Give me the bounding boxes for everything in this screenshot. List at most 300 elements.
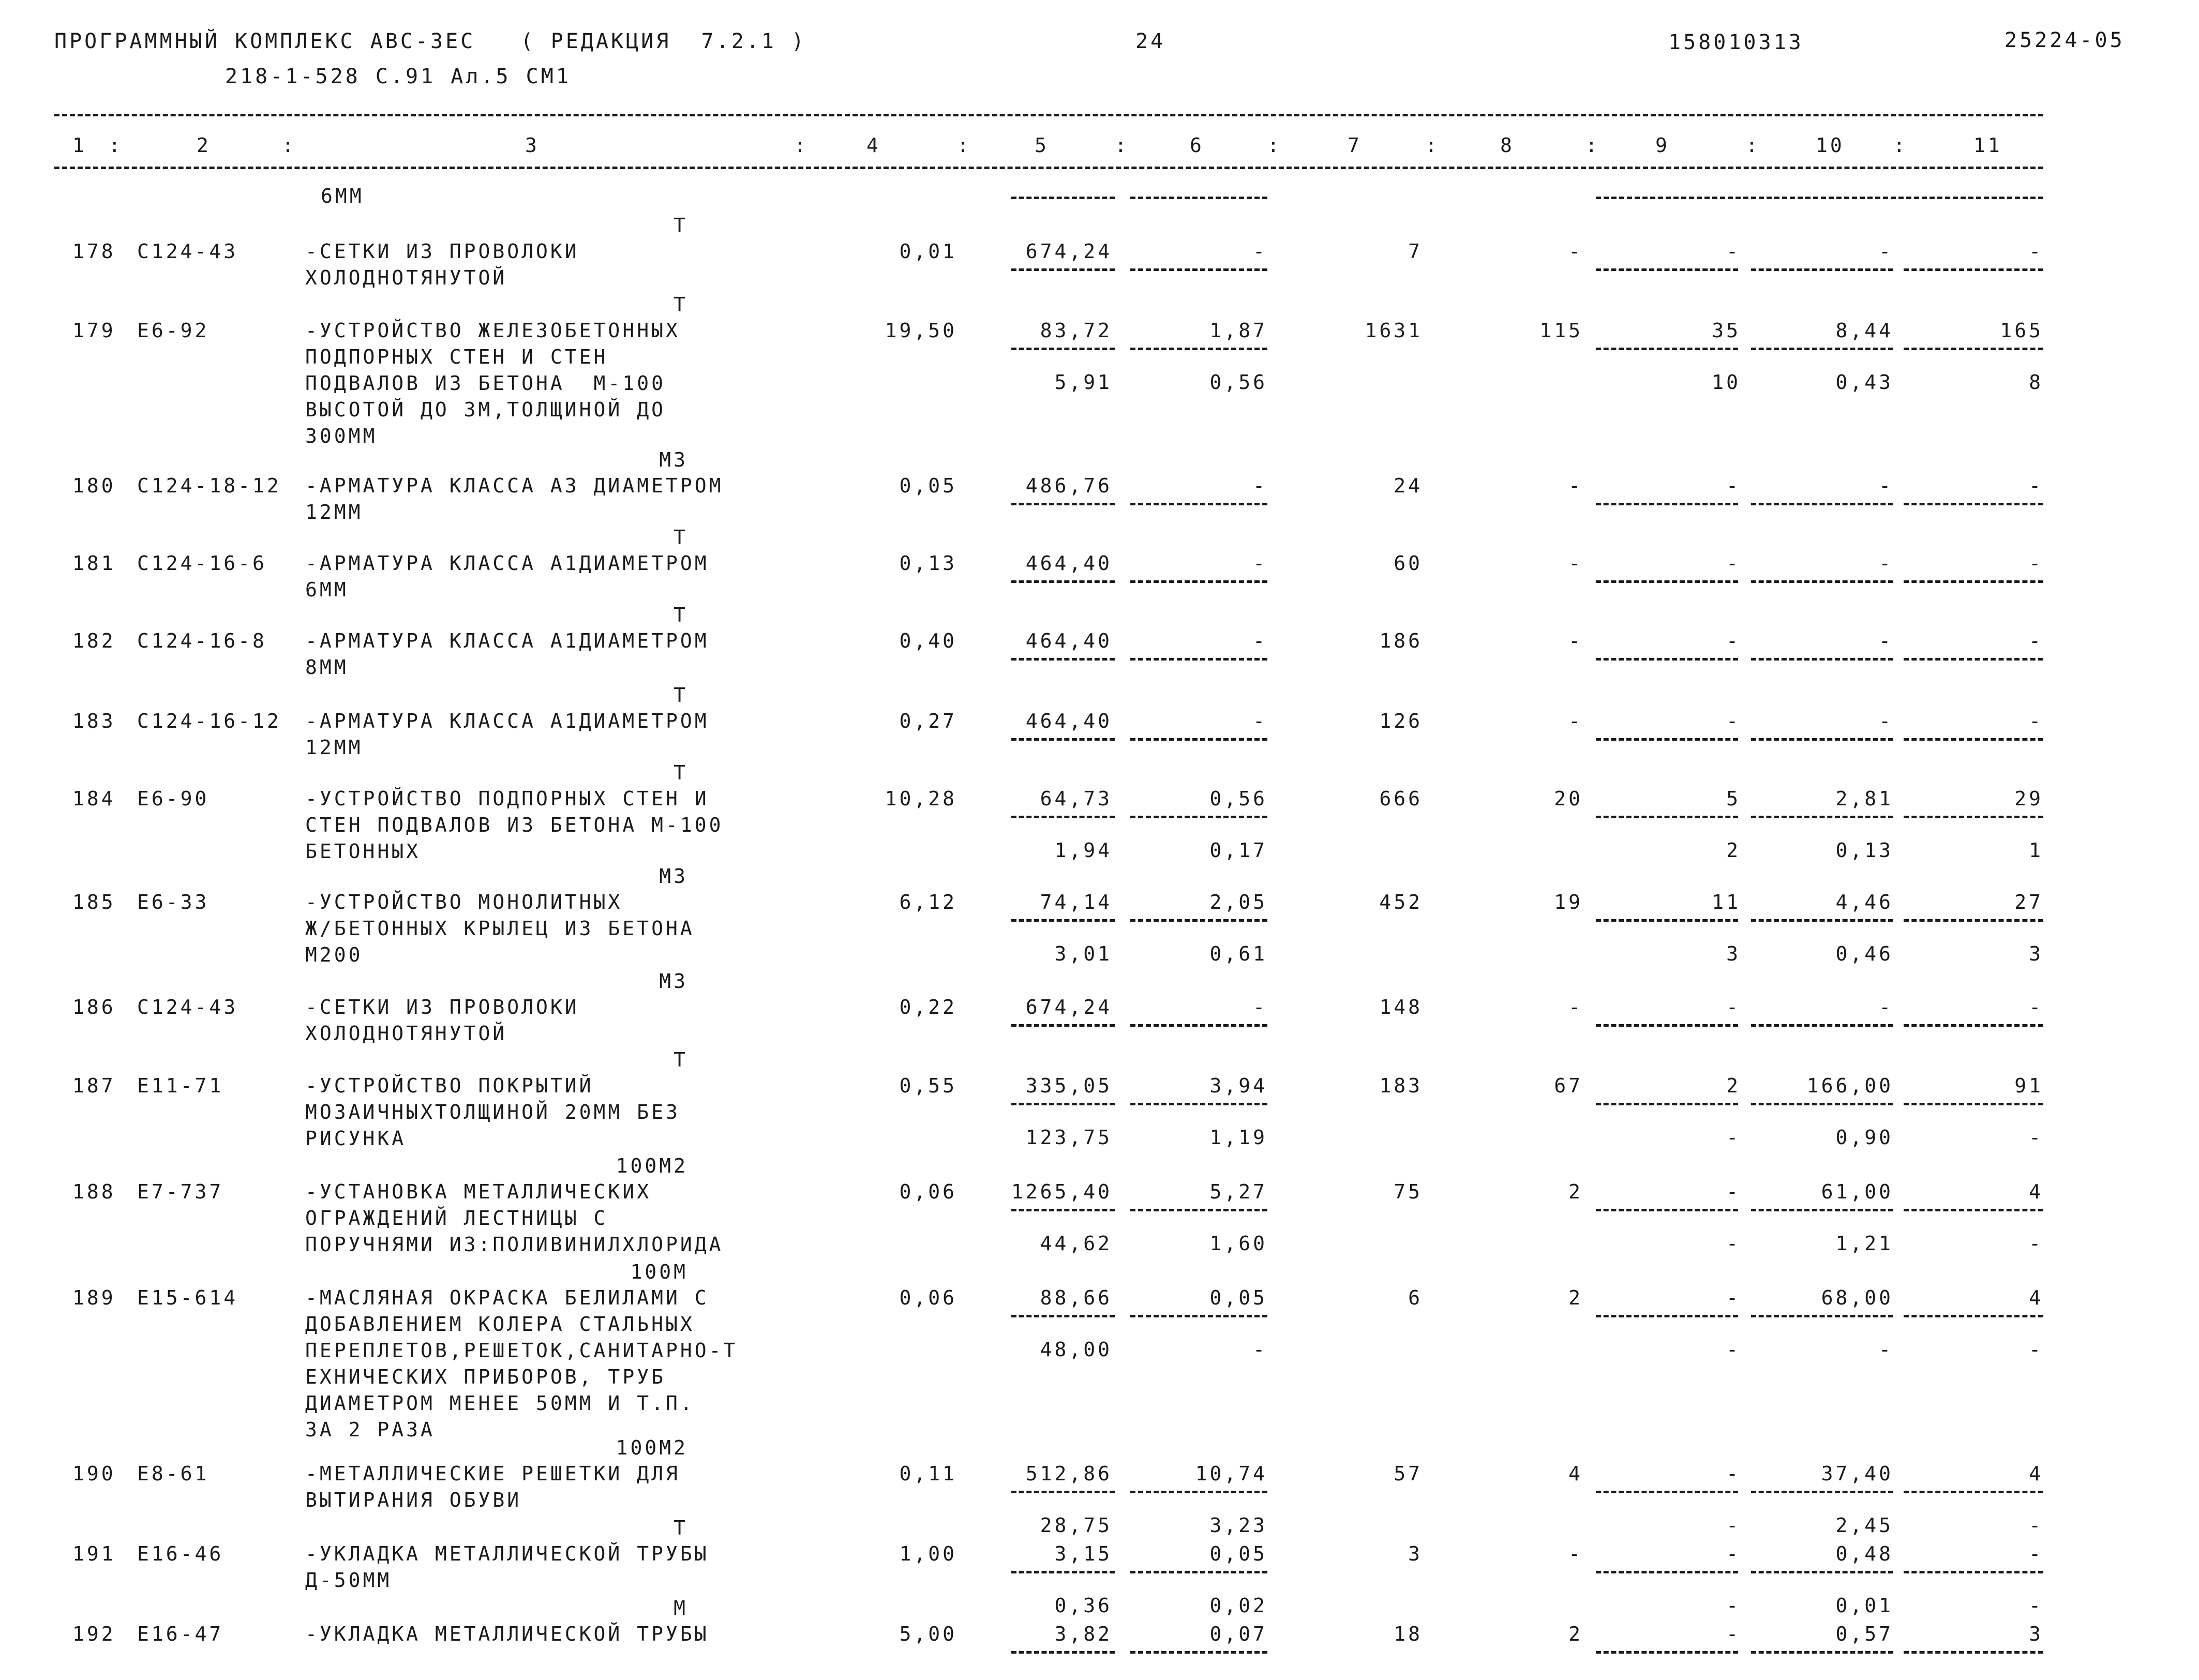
column-header-10: 10 [1816,134,1845,157]
cell-c6b: 1,60 [1209,1232,1267,1255]
cell-c5: 3,82 [1054,1623,1112,1645]
cell-rule [1751,738,1893,741]
work-description: М200 [305,943,363,966]
unit-label: Т [674,1517,688,1539]
cell-rule [1130,919,1267,922]
cell-c11b: - [2029,1594,2043,1617]
cell-c11: 3 [2029,1623,2043,1645]
work-description: БЕТОННЫХ [305,840,421,863]
cell-c7: 1631 [1365,319,1423,342]
cell-rule [1011,919,1115,922]
cell-c9: - [1726,1623,1741,1645]
work-description: 300ММ [305,425,378,447]
rate-code: Е6-92 [137,319,210,342]
cell-c10: 37,40 [1821,1462,1893,1485]
cell-c10: - [1879,710,1893,732]
cell-c11: 27 [2014,891,2043,913]
column-header-4: 4 [866,134,881,157]
cell-rule [1751,1103,1893,1105]
cell-rule [1130,816,1267,818]
cell-c11: - [2029,240,2043,263]
cell-c5: 464,40 [1025,629,1112,652]
cell-c9: - [1726,1286,1741,1309]
work-description: -АРМАТУРА КЛАССА А1ДИАМЕТРОМ [305,710,709,732]
cell-rule [1130,1209,1267,1211]
cell-c11b: 3 [2029,942,2043,965]
cell-c5: 674,24 [1025,240,1112,263]
cell-c10: 0,57 [1835,1623,1893,1645]
cell-rule [1904,919,2043,922]
cell-rule [1011,1491,1115,1493]
cell-c10b: 0,43 [1835,371,1893,394]
cell-c11: - [2029,996,2043,1018]
unit-label: Т [674,604,688,626]
cell-c8: - [1568,552,1583,575]
cell-c9: - [1726,240,1741,263]
cell-c10: 68,00 [1821,1286,1893,1309]
work-description: СТЕН ПОДВАЛОВ ИЗ БЕТОНА М-100 [305,814,724,836]
cell-c4: 0,40 [899,629,957,652]
cell-c5: 1265,40 [1011,1180,1112,1203]
cell-rule [1751,503,1893,505]
work-description: 12ММ [305,736,363,759]
cell-c7: 452 [1379,891,1423,913]
row-number: 188 [72,1180,116,1203]
subtitle: 218-1-528 С.91 Ал.5 СМ1 [225,65,571,88]
row-number: 183 [72,710,116,732]
cell-c7: 7 [1408,240,1423,263]
row-number: 185 [72,891,116,913]
cell-c6b: 3,23 [1209,1514,1267,1537]
cell-rule [1751,1024,1893,1027]
unit-label: Т [674,1048,688,1071]
cell-rule [1130,658,1267,661]
cell-c10: - [1879,996,1893,1018]
cell-c10: - [1879,474,1893,497]
work-description: -АРМАТУРА КЛАССА А1ДИАМЕТРОМ [305,629,709,652]
cell-c7: 126 [1379,710,1423,732]
cell-c11: 91 [2014,1074,2043,1097]
cell-c9: - [1726,710,1741,732]
rate-code: С124-43 [137,240,238,263]
cell-rule [1904,1103,2043,1105]
cell-c6: - [1253,629,1267,652]
work-description: -УСТРОЙСТВО МОНОЛИТНЫХ [305,891,623,913]
cell-c5: 464,40 [1025,710,1112,732]
work-description: РИСУНКА [305,1127,407,1150]
cell-rule [1751,1491,1893,1493]
cell-rule [1751,348,1893,350]
cell-rule [1011,1103,1115,1105]
work-description: 6ММ [305,578,349,601]
cell-c8: 115 [1539,319,1583,342]
column-separator: : [1267,134,1282,157]
cell-c10: 4,46 [1835,891,1893,913]
cell-c7: 24 [1394,474,1423,497]
cell-c11: 4 [2029,1462,2043,1485]
cell-rule [1904,580,2043,583]
cell-rule [1130,1315,1267,1317]
cell-rule [1130,348,1267,350]
cell-c5b: 123,75 [1025,1126,1112,1149]
cell-c5b: 5,91 [1054,371,1112,394]
rate-code: Е16-47 [137,1623,224,1645]
cell-rule [1904,1651,2043,1654]
cell-c11b: - [2029,1338,2043,1361]
work-description: ПОДПОРНЫХ СТЕН И СТЕН [305,346,608,368]
cell-c5b: 48,00 [1040,1338,1112,1361]
work-description: -МАСЛЯНАЯ ОКРАСКА БЕЛИЛАМИ С [305,1286,709,1309]
cell-c10: 166,00 [1806,1074,1893,1097]
cell-c11b: 1 [2029,839,2043,862]
column-header-6: 6 [1190,134,1204,157]
cell-rule [1596,1571,1738,1573]
cell-rule [1904,1491,2043,1493]
work-description: 12ММ [305,501,363,523]
cell-rule [1130,580,1267,583]
column-separator: : [1893,134,1908,157]
cell-rule [1011,816,1115,818]
rate-code: Е16-46 [137,1542,224,1565]
cell-rule [1596,919,1738,922]
cell-c8: 2 [1568,1180,1583,1203]
cell-rule [1011,1571,1115,1573]
cell-c11b: - [2029,1232,2043,1255]
cell-c6b: 0,56 [1209,371,1267,394]
cell-c11: 29 [2014,787,2043,810]
cell-rule [1011,1024,1115,1027]
cell-rule [1751,268,1893,271]
doc-code: 158010313 [1668,31,1804,54]
cell-c8: 2 [1568,1623,1583,1645]
cell-c8: 67 [1554,1074,1583,1097]
cell-rule [1596,503,1738,505]
cell-rule [1904,816,2043,818]
unit-label: Т [674,293,688,316]
cell-c8: - [1568,474,1583,497]
cell-c5: 88,66 [1040,1286,1112,1309]
doc-number: 25224-05 [2004,28,2125,52]
work-description: Ж/БЕТОННЫХ КРЫЛЕЦ ИЗ БЕТОНА [305,917,695,940]
cell-c9: - [1726,474,1741,497]
header-top-rule [54,114,2043,116]
cell-c10b: 0,46 [1835,942,1893,965]
cell-c8: 19 [1554,891,1583,913]
cell-c7: 183 [1379,1074,1423,1097]
cell-c9: - [1726,1542,1741,1565]
cell-c9: - [1726,552,1741,575]
cell-c10b: - [1879,1338,1893,1361]
rate-code: Е15-614 [137,1286,238,1309]
row-number: 178 [72,240,116,263]
work-description: -СЕТКИ ИЗ ПРОВОЛОКИ [305,240,579,263]
column-header-3: 3 [525,134,540,157]
cell-rule [1011,658,1115,661]
rate-code: С124-16-6 [137,552,267,575]
cell-c8: - [1568,710,1583,732]
cell-c5b: 3,01 [1054,942,1112,965]
column-separator: : [109,134,123,157]
cell-c9: - [1726,629,1741,652]
cell-c9b: - [1726,1338,1741,1361]
work-description: ДОБАВЛЕНИЕМ КОЛЕРА СТАЛЬНЫХ [305,1313,695,1336]
cell-c9b: - [1726,1126,1741,1149]
rate-code: Е8-61 [137,1462,210,1485]
unit-label: М3 [659,448,688,471]
unit-label: Т [674,526,688,549]
rate-code: Е7-737 [137,1180,224,1203]
cell-c5: 3,15 [1054,1542,1112,1565]
cell-rule [1011,268,1115,271]
cell-rule [1904,658,2043,661]
unit-label: 100М2 [616,1436,688,1459]
work-description: МОЗАИЧНЫХТОЛЩИНОЙ 20ММ БЕЗ [305,1101,680,1123]
cell-rule [1904,503,2043,505]
column-separator: : [282,134,296,157]
cell-c6: - [1253,552,1267,575]
carry-rule [1130,197,1267,199]
cell-rule [1011,1209,1115,1211]
work-description: ВЫТИРАНИЯ ОБУВИ [305,1489,522,1511]
rate-code: Е11-71 [137,1074,224,1097]
work-description: ЗА 2 РАЗА [305,1418,435,1441]
unit-label: М3 [659,865,688,888]
column-separator: : [1746,134,1760,157]
cell-c5: 64,73 [1040,787,1112,810]
cell-c11b: - [2029,1514,2043,1537]
cell-c4: 5,00 [899,1623,957,1645]
unit-label: М [674,1597,688,1619]
cell-c6: 3,94 [1209,1074,1267,1097]
cell-c9b: - [1726,1232,1741,1255]
column-header-11: 11 [1973,134,2002,157]
cell-c11: 4 [2029,1286,2043,1309]
work-description: -МЕТАЛЛИЧЕСКИЕ РЕШЕТКИ ДЛЯ [305,1462,680,1485]
cell-rule [1011,348,1115,350]
cell-c8: 4 [1568,1462,1583,1485]
cell-c9b: 3 [1726,942,1741,965]
cell-c6: 0,56 [1209,787,1267,810]
cell-c4: 0,06 [899,1286,957,1309]
unit-label: Т [674,684,688,707]
cell-c6: - [1253,996,1267,1018]
rate-code: С124-18-12 [137,474,281,497]
cell-c8: - [1568,629,1583,652]
row-number: 186 [72,996,116,1018]
cell-rule [1751,919,1893,922]
cell-c6: 1,87 [1209,319,1267,342]
cell-c10: 61,00 [1821,1180,1893,1203]
cell-c7: 6 [1408,1286,1423,1309]
cell-rule [1130,738,1267,741]
cell-rule [1130,503,1267,505]
cell-c7: 148 [1379,996,1423,1018]
work-description: -АРМАТУРА КЛАССА А3 ДИАМЕТРОМ [305,474,724,497]
cell-c10b: 1,21 [1835,1232,1893,1255]
row-number: 191 [72,1542,116,1565]
cell-c11: - [2029,629,2043,652]
work-description: -УКЛАДКА МЕТАЛЛИЧЕСКОЙ ТРУБЫ [305,1542,709,1565]
cell-c5b: 1,94 [1054,839,1112,862]
cell-c5b: 28,75 [1040,1514,1112,1537]
cell-c6b: 0,17 [1209,839,1267,862]
cell-c7: 186 [1379,629,1423,652]
cell-c7: 3 [1408,1542,1423,1565]
cell-rule [1751,1315,1893,1317]
work-description: -АРМАТУРА КЛАССА А1ДИАМЕТРОМ [305,552,709,575]
row-number: 179 [72,319,116,342]
column-header-7: 7 [1348,134,1362,157]
cell-c9: 5 [1726,787,1741,810]
cell-c9: 35 [1712,319,1741,342]
unit-label: М3 [659,970,688,993]
cell-c5b: 44,62 [1040,1232,1112,1255]
cell-c7: 75 [1394,1180,1423,1203]
cell-c9b: 10 [1712,371,1741,394]
cell-c6: - [1253,240,1267,263]
cell-c7: 57 [1394,1462,1423,1485]
cell-c6: 10,74 [1195,1462,1267,1485]
cell-c5: 464,40 [1025,552,1112,575]
cell-c6: - [1253,710,1267,732]
cell-c4: 6,12 [899,891,957,913]
column-header-5: 5 [1035,134,1049,157]
work-description: -УСТАНОВКА МЕТАЛЛИЧЕСКИХ [305,1180,652,1203]
cell-c6: 0,05 [1209,1542,1267,1565]
cell-rule [1596,268,1738,271]
row-number: 182 [72,629,116,652]
cell-c6: 2,05 [1209,891,1267,913]
cell-c9b: - [1726,1594,1741,1617]
cell-c10b: 2,45 [1835,1514,1893,1537]
cell-rule [1011,503,1115,505]
work-description: -УКЛАДКА МЕТАЛЛИЧЕСКОЙ ТРУБЫ [305,1623,709,1645]
cell-rule [1904,348,2043,350]
cell-rule [1596,1209,1738,1211]
cell-c6: 0,07 [1209,1623,1267,1645]
column-separator: : [957,134,971,157]
cell-c10: 8,44 [1835,319,1893,342]
cell-c4: 0,55 [899,1074,957,1097]
cell-rule [1596,658,1738,661]
cell-c11b: - [2029,1126,2043,1149]
cell-rule [1130,1024,1267,1027]
row-number: 184 [72,787,116,810]
cell-c11b: 8 [2029,371,2043,394]
row-number: 187 [72,1074,116,1097]
cell-c4: 0,13 [899,552,957,575]
cell-c4: 1,00 [899,1542,957,1565]
cell-rule [1011,580,1115,583]
page-number: 24 [1135,29,1166,53]
cell-c6b: 0,02 [1209,1594,1267,1617]
work-description: -УСТРОЙСТВО ПОКРЫТИЙ [305,1074,594,1097]
cell-c9: 2 [1726,1074,1741,1097]
rate-code: С124-16-8 [137,629,267,652]
column-header-1: 1 [72,134,87,157]
cell-c7: 60 [1394,552,1423,575]
rate-code: Е6-33 [137,891,210,913]
cell-rule [1596,1315,1738,1317]
header-bottom-rule [54,167,2043,169]
cell-c9: 11 [1712,891,1741,913]
cell-rule [1130,1103,1267,1105]
column-separator: : [1585,134,1600,157]
column-header-2: 2 [197,134,211,157]
work-description: ХОЛОДНОТЯНУТОЙ [305,266,507,289]
cell-rule [1751,816,1893,818]
cell-rule [1751,1651,1893,1654]
work-description: Д-50ММ [305,1569,392,1592]
cell-c10: - [1879,240,1893,263]
cell-c9b: 2 [1726,839,1741,862]
cell-c11: - [2029,474,2043,497]
cell-c11: - [2029,710,2043,732]
work-description: -УСТРОЙСТВО ЖЕЛЕЗОБЕТОННЫХ [305,319,680,342]
work-description: ХОЛОДНОТЯНУТОЙ [305,1022,507,1045]
work-description: -СЕТКИ ИЗ ПРОВОЛОКИ [305,996,579,1018]
column-separator: : [794,134,809,157]
cell-rule [1751,1209,1893,1211]
cell-c6b: 1,19 [1209,1126,1267,1149]
cell-rule [1751,580,1893,583]
work-description: ВЫСОТОЙ ДО 3М,ТОЛЩИНОЙ ДО [305,398,666,421]
cell-c9: - [1726,1180,1741,1203]
cell-c11: 4 [2029,1180,2043,1203]
row-number: 190 [72,1462,116,1485]
rate-code: С124-16-12 [137,710,281,732]
column-separator: : [1115,134,1129,157]
cell-c9: - [1726,1462,1741,1485]
cell-c10: - [1879,552,1893,575]
cell-c8: - [1568,1542,1583,1565]
row-number: 189 [72,1286,116,1309]
unit-label: 100М2 [616,1154,688,1177]
cell-c9: - [1726,996,1741,1018]
cell-c8: - [1568,996,1583,1018]
cell-c5: 74,14 [1040,891,1112,913]
cell-rule [1130,268,1267,271]
cell-c9b: - [1726,1514,1741,1537]
cell-rule [1596,580,1738,583]
cell-rule [1011,1315,1115,1317]
column-separator: : [1425,134,1440,157]
cell-rule [1904,1315,2043,1317]
cell-rule [1596,1103,1738,1105]
cell-c4: 0,05 [899,474,957,497]
cell-c7: 666 [1379,787,1423,810]
work-description: -УСТРОЙСТВО ПОДПОРНЫХ СТЕН И [305,787,709,810]
cell-c10b: 0,90 [1835,1126,1893,1149]
cell-rule [1904,1571,2043,1573]
cell-c10: 2,81 [1835,787,1893,810]
work-description: ОГРАЖДЕНИЙ ЛЕСТНИЦЫ С [305,1207,608,1229]
cell-c4: 0,22 [899,996,957,1018]
cell-c5: 335,05 [1025,1074,1112,1097]
cell-c6: 0,05 [1209,1286,1267,1309]
unit-label: Т [674,214,688,237]
cell-rule [1596,1024,1738,1027]
work-description: ДИАМЕТРОМ МЕНЕЕ 50ММ И Т.П. [305,1392,695,1415]
cell-c8: 20 [1554,787,1583,810]
cell-rule [1596,1651,1738,1654]
cell-c4: 0,27 [899,710,957,732]
column-header-9: 9 [1655,134,1670,157]
cell-c10b: 0,13 [1835,839,1893,862]
cell-rule [1904,1024,2043,1027]
cell-rule [1130,1651,1267,1654]
cell-c5: 512,86 [1025,1462,1112,1485]
